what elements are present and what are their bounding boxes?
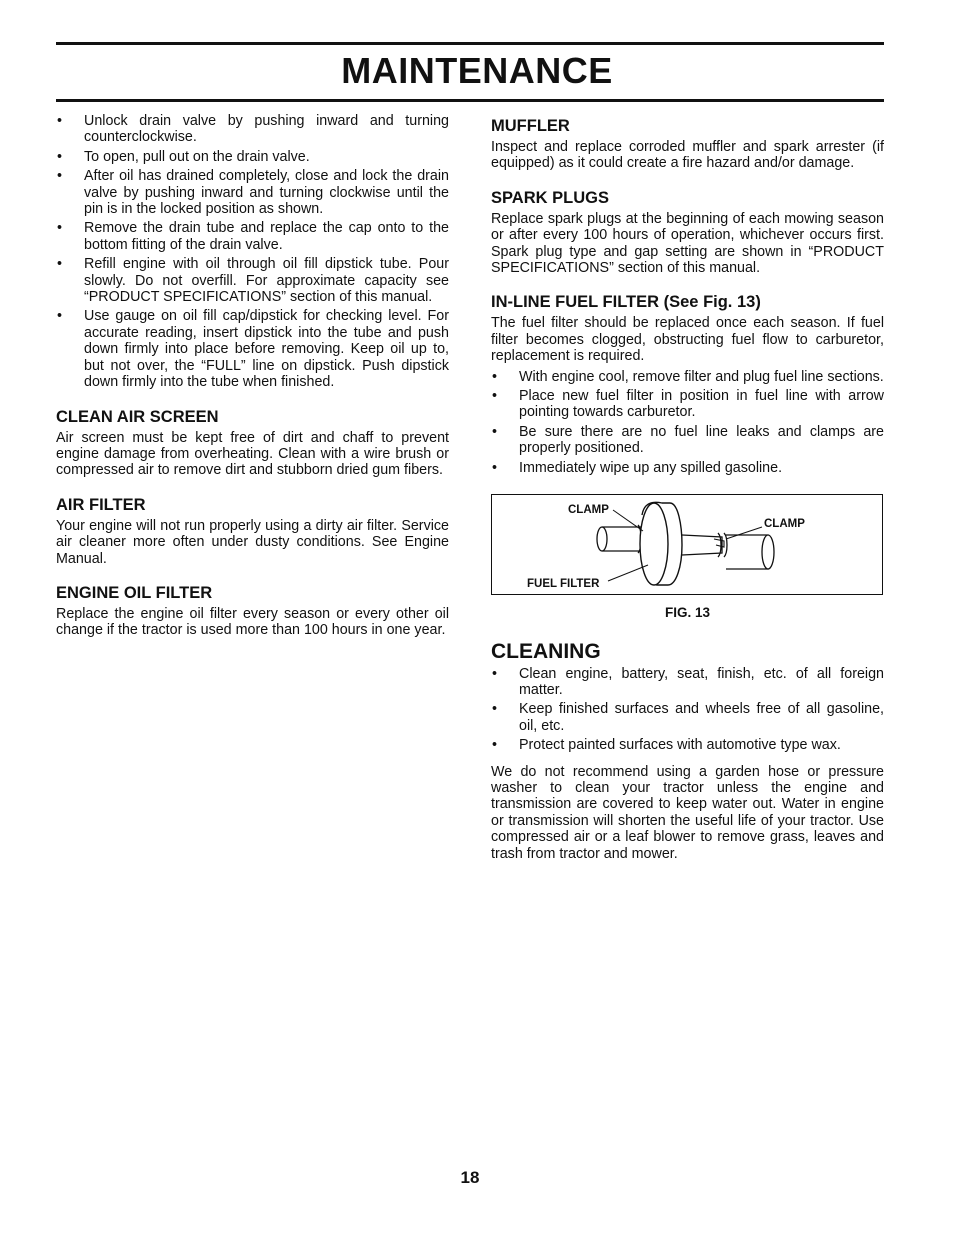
spark-plugs-section xyxy=(491,189,884,277)
section-body: Inspect and replace corroded muffler and spark arrester (if equipped) as it could create a fire hazard and/or damage. xyxy=(491,139,884,172)
clamp-label-left: CLAMP xyxy=(568,504,609,517)
figure-caption: FIG. 13 xyxy=(664,605,710,621)
section-heading: ENGINE OIL FILTER xyxy=(56,583,213,602)
clamp-label-right: CLAMP xyxy=(764,518,805,531)
drain-oil-steps-list xyxy=(56,113,449,391)
section-body: Air screen must be kept free of dirt and chaff to prevent engine damage from overheating. Clean with a wire brush or compressed air to remove dirt and stubborn dried gum fibers. xyxy=(56,429,449,479)
header-rule-top xyxy=(56,42,884,45)
fuel-filter-section xyxy=(491,293,884,476)
list-item: • Use gauge on oil fill cap/dipstick for checking level. For accurate reading, insert dipstick into the tube and push down firmly into place before removing. Keep oil up to, but not over, the “FULL” line on dipstick. Push dipstick down firmly into the tube when finished. xyxy=(56,308,449,390)
fuel-filter-figure xyxy=(491,494,883,595)
list-item: • Immediately wipe up any spilled gasoline. xyxy=(491,460,884,476)
left-column xyxy=(56,113,449,639)
list-item: • Be sure there are no fuel line leaks and clamps are properly positioned. xyxy=(491,424,884,457)
list-item: • Remove the drain tube and replace the cap onto to the bottom fitting of the drain valve. xyxy=(56,220,449,253)
header-rule-bottom xyxy=(56,99,884,102)
cleaning-steps-list xyxy=(491,666,884,754)
list-item: • Protect painted surfaces with automotive type wax. xyxy=(491,737,884,753)
muffler-section xyxy=(491,117,884,172)
list-item: • Place new fuel filter in position in fuel line with arrow pointing towards carburetor. xyxy=(491,388,884,421)
section-body: The fuel filter should be replaced once each season. If fuel filter becomes clogged, obstructing fuel flow to carburetor, replacement is required. xyxy=(491,315,884,365)
right-column xyxy=(491,113,884,862)
engine-oil-filter-section xyxy=(56,584,449,639)
section-body: Replace spark plugs at the beginning of each mowing season or after every 100 hours of operation, whichever occurs first. Spark plug type and gap setting are shown in “PRODUCT SPECIFICATIONS” section of this manual. xyxy=(491,210,884,277)
section-heading: CLEAN AIR SCREEN xyxy=(56,407,219,426)
section-body: We do not recommend using a garden hose or pressure washer to clean your tractor unless the engine and transmission are covered to keep water out. Water in engine or transmission will shorten the useful life of your tractor. Use compressed air or a leaf blower to remove grass, leaves and trash from tractor and mower. xyxy=(491,763,884,862)
cleaning-section xyxy=(491,640,884,862)
air-filter-section xyxy=(56,496,449,567)
fuel-filter-label: FUEL FILTER xyxy=(527,578,600,591)
list-item: • To open, pull out on the drain valve. xyxy=(56,149,449,165)
page-title: MAINTENANCE xyxy=(341,50,613,91)
list-item: • Clean engine, battery, seat, finish, etc. of all foreign matter. xyxy=(491,666,884,699)
section-heading: CLEANING xyxy=(491,639,601,663)
section-body: Your engine will not run properly using a dirty air filter. Service air cleaner more often under dusty conditions. See Engine Manual. xyxy=(56,517,449,567)
section-heading: MUFFLER xyxy=(491,117,570,135)
clean-air-screen-section xyxy=(56,408,449,479)
list-item: • Keep finished surfaces and wheels free of all gasoline, oil, etc. xyxy=(491,701,884,734)
page-number: 18 xyxy=(460,1168,480,1187)
list-item: • Unlock drain valve by pushing inward and turning counterclockwise. xyxy=(56,113,449,146)
section-heading: AIR FILTER xyxy=(56,495,146,514)
list-item: • After oil has drained completely, close and lock the drain valve by pushing inward and turning clockwise until the pin is in the locked position as shown. xyxy=(56,168,449,217)
fuel-filter-steps-list xyxy=(491,369,884,476)
section-heading: SPARK PLUGS xyxy=(491,188,609,207)
list-item: • Refill engine with oil through oil fill dipstick tube. Pour slowly. Do not overfill. For approximate capacity see “PRODUCT SPECIFICATIONS” section of this manual. xyxy=(56,256,449,305)
section-body: Replace the engine oil filter every season or every other oil change if the tractor is used more than 100 hours in one year. xyxy=(56,605,449,639)
section-heading: IN-LINE FUEL FILTER (See Fig. 13) xyxy=(491,293,761,312)
list-item: • With engine cool, remove filter and plug fuel line sections. xyxy=(491,369,884,385)
